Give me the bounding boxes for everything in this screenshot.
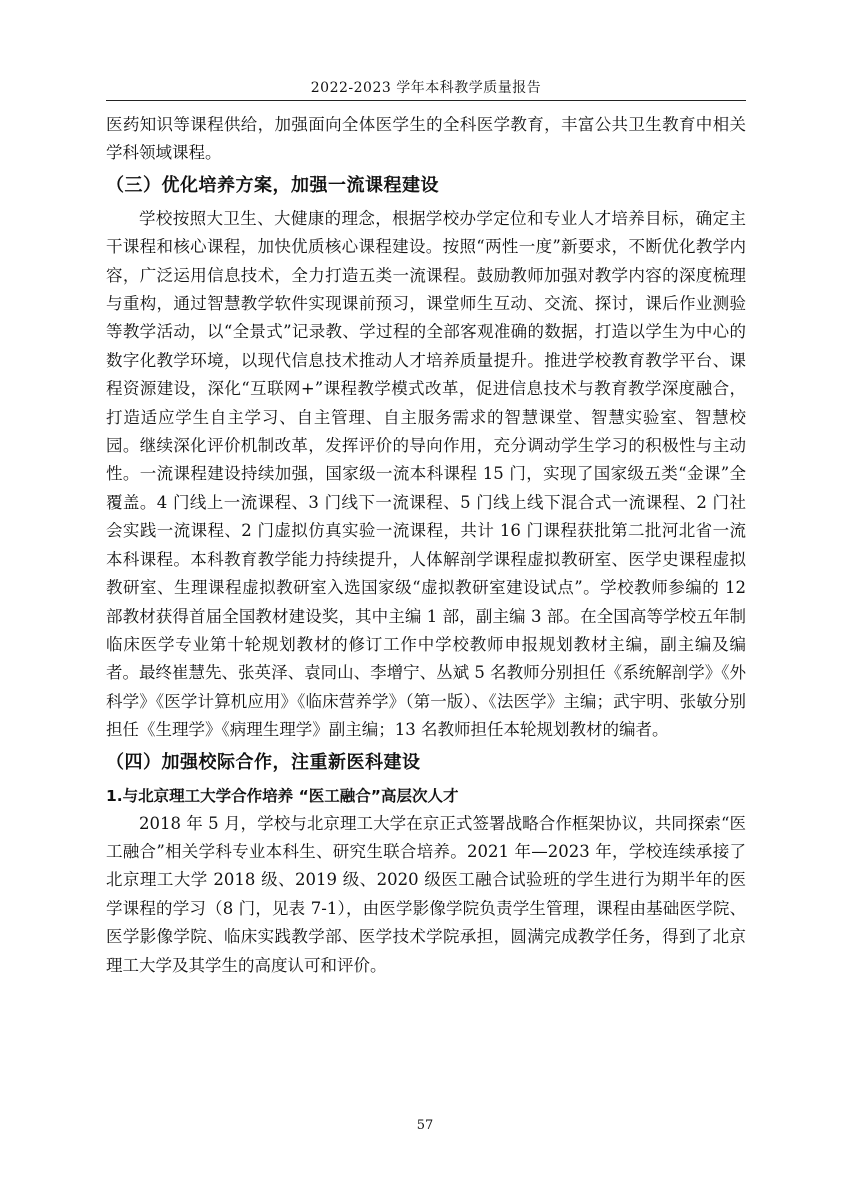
subsection-1-paragraph: 2018 年 5 月，学校与北京理工大学在京正式签署战略合作框架协议，共同探索“医工融合”相关学科专业本科生、研究生联合培养。2021 年—2023 年，学校连续承接了北京理工大学 2018 级、2019 级、2020 级医工融合试验班的学生进行为期半年的医学课程的学习（8 门，见表 7-1），由医学影像学院负责学生管理，课程由基础医学院、医学影像学院、临床实践教学部、医学技术学院承担，圆满完成教学任务，得到了北京理工大学及其学生的高度认可和评价。 — [106, 813, 746, 975]
subsection-1-heading: 1.与北京理工大学合作培养 “医工融合”高层次人才 — [106, 786, 459, 805]
continued-paragraph: 医药知识等课程供给，加强面向全体医学生的全科医学教育，丰富公共卫生教育中相关学科领域课程。 — [106, 115, 746, 163]
section-3-paragraph: 学校按照大卫生、大健康的理念，根据学校办学定位和专业人才培养目标，确定主干课程和核心课程，加快优质核心课程建设。按照“两性一度”新要求，不断优化教学内容，广泛运用信息技术，全力打造五类一流课程。鼓励教师加强对教学内容的深度梳理与重构，通过智慧教学软件实现课前预习，课堂师生互动、交流、探讨，课后作业测验等教学活动，以“全景式”记录教、学过程的全部客观准确的数据，打造以学生为中心的数字化教学环境，以现代信息技术推动人才培养质量提升。推进学校教育教学平台、课程资源建设，深化“互联网+”课程教学模式改革，促进信息技术与教育教学深度融合，打造适应学生自主学习、自主管理、自主服务需求的智慧课堂、智慧实验室、智慧校园。继续深化评价机制改革，发挥评价的导向作用，充分调动学生学习的积极性与主动性。一流课程建设持续加强，国家级一流本科课程 15 门，实现了国家级五类“金课”全覆盖。4 门线上一流课程、3 门线下一流课程、5 门线上线下混合式一流课程、2 门社会实践一流课程、2 门虚拟仿真实验一流课程，共计 16 门课程获批第二批河北省一流本科课程。本科教育教学能力持续提升，人体解剖学课程虚拟教研室、医学史课程虚拟教研室、生理课程虚拟教研室入选国家级“虚拟教研室建设试点”。学校教师参编的 12 部教材获得首届全国教材建设奖，其中主编 1 部，副主编 3 部。在全国高等学校五年制临床医学专业第十轮规划教材的修订工作中学校教师申报规划教材主编，副主编及编者。最终崔慧先、张英泽、袁同山、李增宁、丛斌 5 名教师分别担任《系统解剖学》《外科学》《医学计算机应用》《临床营养学》（第一版）、《法医学》主编；武宇明、张敏分别担任《生理学》《病理生理学》副主编；13 名教师担任本轮规划教材的编者。 — [106, 208, 746, 740]
running-header: 2022-2023 学年本科教学质量报告 — [310, 80, 542, 96]
page-number: 57 — [416, 1118, 434, 1133]
section-3-heading: （三）优化培养方案，加强一流课程建设 — [106, 174, 439, 196]
page-body — [106, 111, 746, 980]
section-4-heading: （四）加强校际合作，注重新医科建设 — [106, 751, 421, 773]
header-rule — [106, 100, 746, 101]
